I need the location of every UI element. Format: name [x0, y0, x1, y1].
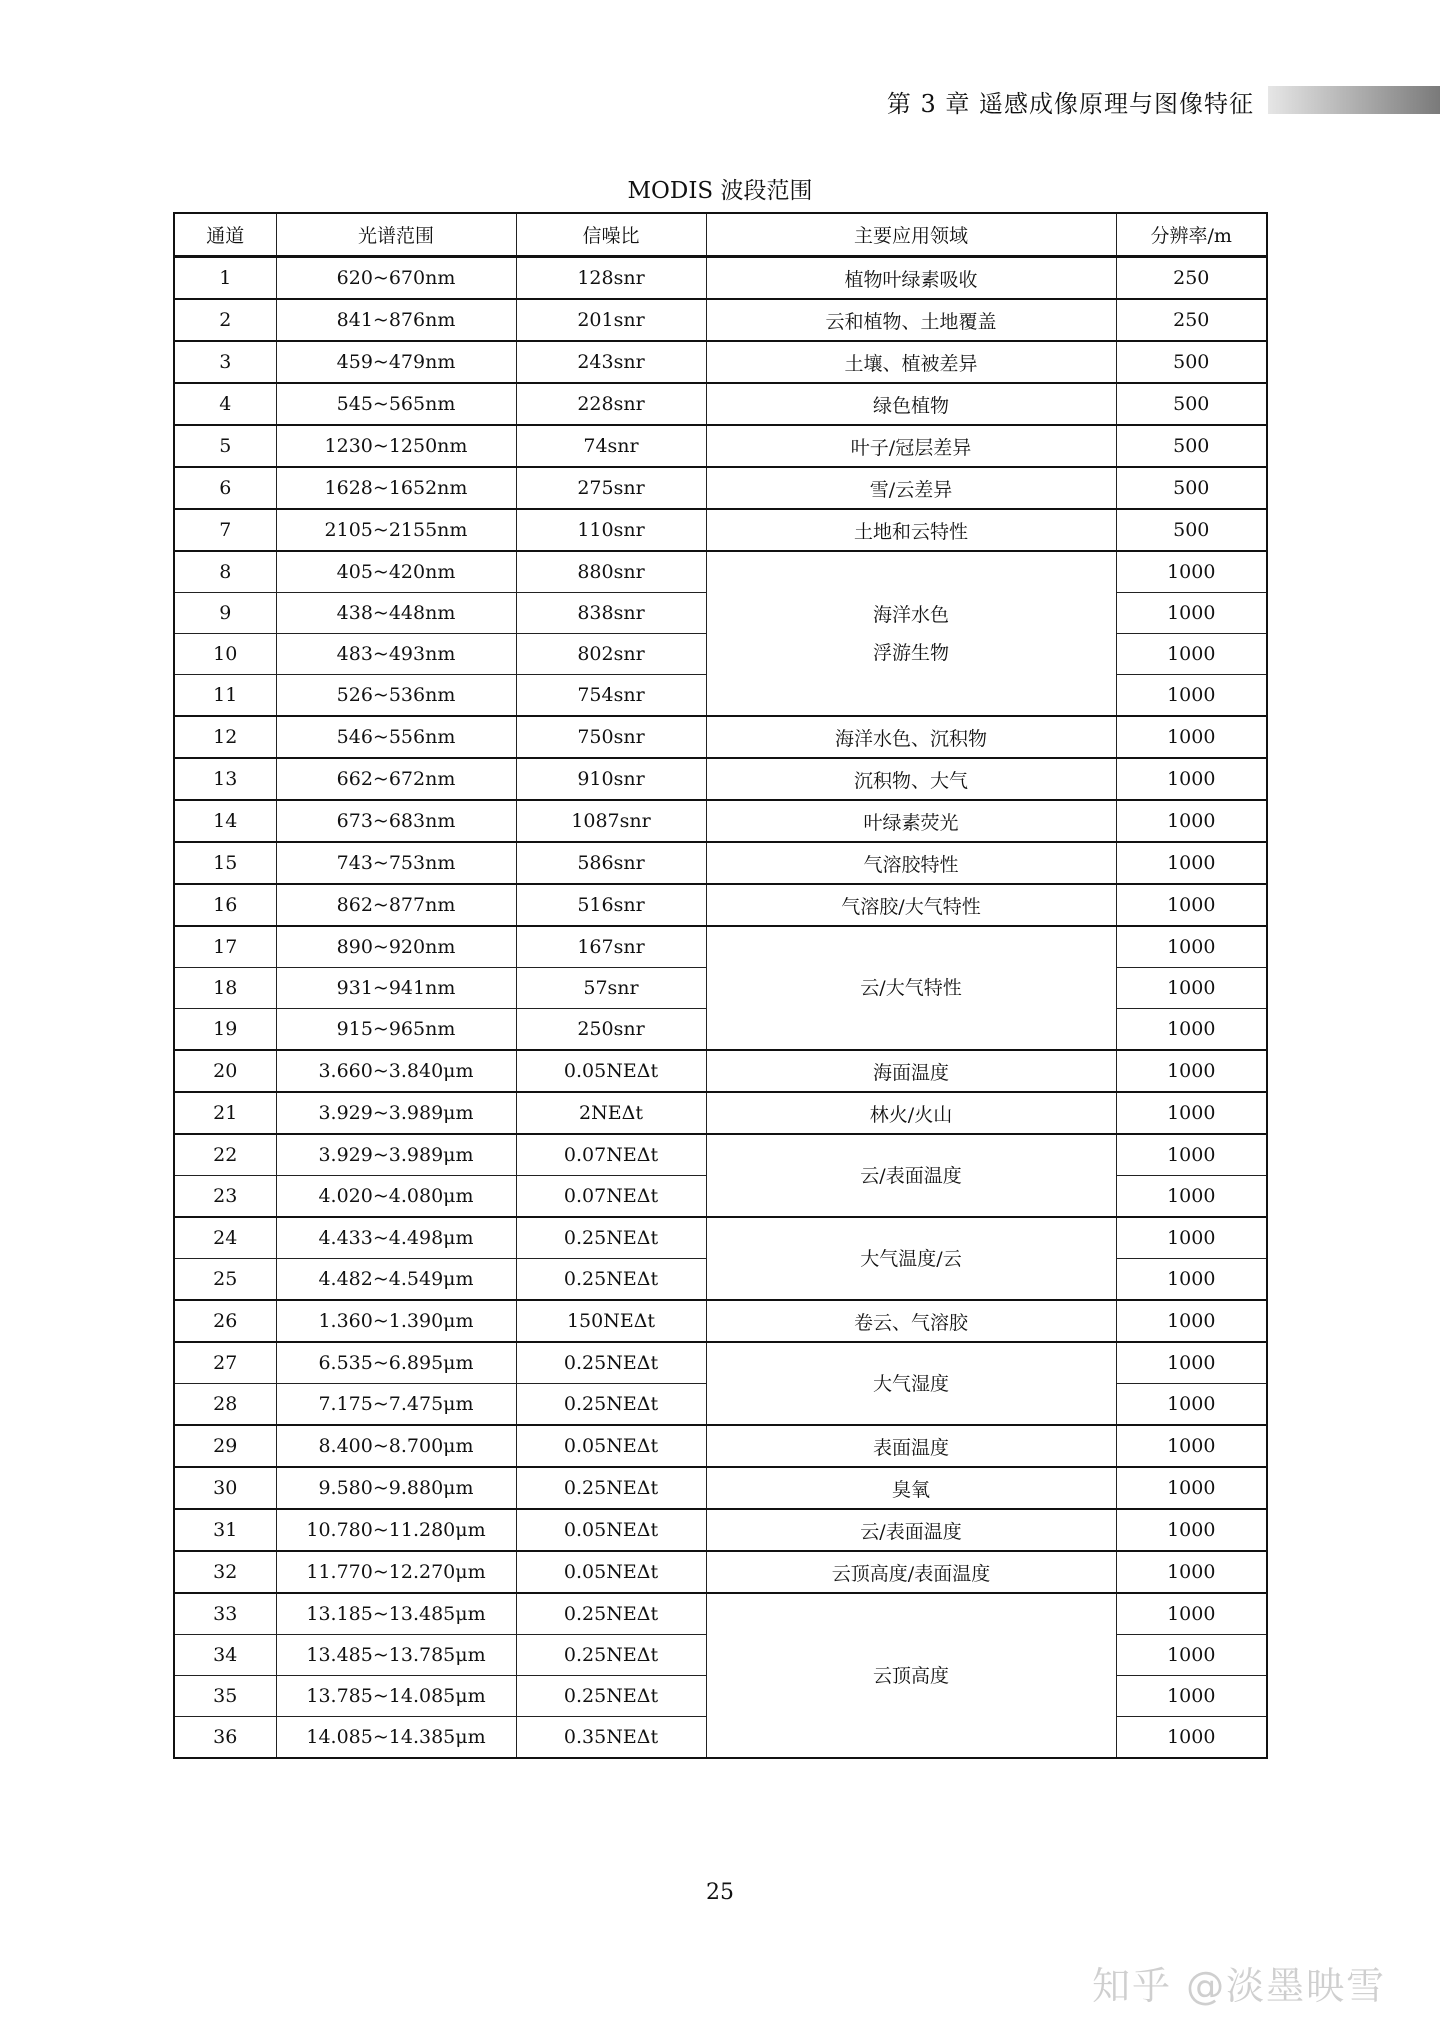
resolution-cell: 1000 — [1116, 968, 1267, 1009]
channel-cell: 23 — [174, 1176, 276, 1218]
snr-cell: 0.25NEΔt — [516, 1635, 706, 1676]
resolution-cell: 1000 — [1116, 634, 1267, 675]
application-cell: 土壤、植被差异 — [706, 341, 1116, 383]
channel-cell: 33 — [174, 1593, 276, 1635]
resolution-cell: 1000 — [1116, 1467, 1267, 1509]
snr-cell: 0.07NEΔt — [516, 1134, 706, 1176]
spectral-range-cell: 3.660~3.840μm — [276, 1050, 516, 1092]
spectral-range-cell: 459~479nm — [276, 341, 516, 383]
table-row — [174, 716, 1267, 758]
application-cell: 植物叶绿素吸收 — [706, 257, 1116, 300]
snr-cell: 243snr — [516, 341, 706, 383]
application-cell: 海洋水色、沉积物 — [706, 716, 1116, 758]
channel-cell: 7 — [174, 509, 276, 551]
spectral-range-cell: 743~753nm — [276, 842, 516, 884]
channel-cell: 20 — [174, 1050, 276, 1092]
snr-cell: 0.05NEΔt — [516, 1551, 706, 1593]
application-cell: 卷云、气溶胶 — [706, 1300, 1116, 1342]
spectral-range-cell: 3.929~3.989μm — [276, 1092, 516, 1134]
snr-cell: 0.25NEΔt — [516, 1342, 706, 1384]
channel-cell: 31 — [174, 1509, 276, 1551]
spectral-range-cell: 841~876nm — [276, 299, 516, 341]
channel-cell: 22 — [174, 1134, 276, 1176]
table-row — [174, 1134, 1267, 1176]
spectral-range-cell: 3.929~3.989μm — [276, 1134, 516, 1176]
table-row — [174, 509, 1267, 551]
channel-cell: 35 — [174, 1676, 276, 1717]
snr-cell: 516snr — [516, 884, 706, 926]
spectral-range-cell: 545~565nm — [276, 383, 516, 425]
spectral-range-cell: 915~965nm — [276, 1009, 516, 1051]
resolution-cell: 1000 — [1116, 1300, 1267, 1342]
resolution-cell: 1000 — [1116, 842, 1267, 884]
snr-cell: 0.35NEΔt — [516, 1717, 706, 1759]
spectral-range-cell: 483~493nm — [276, 634, 516, 675]
column-header: 通道 — [174, 213, 276, 257]
channel-cell: 24 — [174, 1217, 276, 1259]
spectral-range-cell: 4.020~4.080μm — [276, 1176, 516, 1218]
resolution-cell: 500 — [1116, 509, 1267, 551]
table-row — [174, 299, 1267, 341]
spectral-range-cell: 2105~2155nm — [276, 509, 516, 551]
spectral-range-cell: 4.482~4.549μm — [276, 1259, 516, 1301]
table-row — [174, 1342, 1267, 1384]
page-number: 25 — [706, 1880, 734, 1905]
snr-cell: 201snr — [516, 299, 706, 341]
watermark: 知乎 @淡墨映雪 — [1092, 1964, 1387, 2008]
application-cell: 臭氧 — [706, 1467, 1116, 1509]
resolution-cell: 1000 — [1116, 800, 1267, 842]
spectral-range-cell: 6.535~6.895μm — [276, 1342, 516, 1384]
spectral-range-cell: 13.185~13.485μm — [276, 1593, 516, 1635]
channel-cell: 18 — [174, 968, 276, 1009]
resolution-cell: 1000 — [1116, 1134, 1267, 1176]
application-cell: 云/大气特性 — [706, 926, 1116, 1050]
spectral-range-cell: 7.175~7.475μm — [276, 1384, 516, 1426]
application-cell: 土地和云特性 — [706, 509, 1116, 551]
resolution-cell: 1000 — [1116, 1676, 1267, 1717]
resolution-cell: 1000 — [1116, 884, 1267, 926]
chapter-header: 第 3 章 遥感成像原理与图像特征 — [886, 90, 1254, 118]
table-row — [174, 1300, 1267, 1342]
resolution-cell: 1000 — [1116, 675, 1267, 717]
application-cell: 云/表面温度 — [706, 1509, 1116, 1551]
column-header: 光谱范围 — [276, 213, 516, 257]
snr-cell: 150NEΔt — [516, 1300, 706, 1342]
channel-cell: 30 — [174, 1467, 276, 1509]
table-row — [174, 257, 1267, 300]
resolution-cell: 1000 — [1116, 593, 1267, 634]
resolution-cell: 250 — [1116, 299, 1267, 341]
table-title: MODIS 波段范围 — [627, 178, 813, 204]
spectral-range-cell: 13.785~14.085μm — [276, 1676, 516, 1717]
snr-cell: 0.05NEΔt — [516, 1509, 706, 1551]
channel-cell: 4 — [174, 383, 276, 425]
spectral-range-cell: 620~670nm — [276, 257, 516, 300]
resolution-cell: 1000 — [1116, 926, 1267, 968]
snr-cell: 0.25NEΔt — [516, 1384, 706, 1426]
channel-cell: 28 — [174, 1384, 276, 1426]
snr-cell: 802snr — [516, 634, 706, 675]
spectral-range-cell: 13.485~13.785μm — [276, 1635, 516, 1676]
application-cell: 海洋水色 浮游生物 — [706, 551, 1116, 716]
application-cell: 绿色植物 — [706, 383, 1116, 425]
spectral-range-cell: 14.085~14.385μm — [276, 1717, 516, 1759]
table-row — [174, 341, 1267, 383]
resolution-cell: 1000 — [1116, 1425, 1267, 1467]
snr-cell: 57snr — [516, 968, 706, 1009]
application-cell: 云顶高度/表面温度 — [706, 1551, 1116, 1593]
resolution-cell: 500 — [1116, 425, 1267, 467]
table-row — [174, 467, 1267, 509]
spectral-range-cell: 8.400~8.700μm — [276, 1425, 516, 1467]
application-cell: 云顶高度 — [706, 1593, 1116, 1758]
header-gradient-bar — [1268, 86, 1440, 114]
snr-cell: 0.25NEΔt — [516, 1467, 706, 1509]
table-row — [174, 1050, 1267, 1092]
application-cell: 大气温度/云 — [706, 1217, 1116, 1300]
snr-cell: 0.07NEΔt — [516, 1176, 706, 1218]
channel-cell: 10 — [174, 634, 276, 675]
spectral-range-cell: 1628~1652nm — [276, 467, 516, 509]
snr-cell: 167snr — [516, 926, 706, 968]
snr-cell: 586snr — [516, 842, 706, 884]
application-cell: 云和植物、土地覆盖 — [706, 299, 1116, 341]
table-row — [174, 1593, 1267, 1635]
table-row — [174, 1467, 1267, 1509]
channel-cell: 25 — [174, 1259, 276, 1301]
channel-cell: 19 — [174, 1009, 276, 1051]
channel-cell: 12 — [174, 716, 276, 758]
resolution-cell: 500 — [1116, 341, 1267, 383]
spectral-range-cell: 11.770~12.270μm — [276, 1551, 516, 1593]
snr-cell: 110snr — [516, 509, 706, 551]
table-row — [174, 884, 1267, 926]
resolution-cell: 1000 — [1116, 1050, 1267, 1092]
spectral-range-cell: 9.580~9.880μm — [276, 1467, 516, 1509]
table-row — [174, 383, 1267, 425]
spectral-range-cell: 1230~1250nm — [276, 425, 516, 467]
table-row — [174, 800, 1267, 842]
snr-cell: 754snr — [516, 675, 706, 717]
application-cell: 气溶胶/大气特性 — [706, 884, 1116, 926]
channel-cell: 29 — [174, 1425, 276, 1467]
channel-cell: 36 — [174, 1717, 276, 1759]
channel-cell: 9 — [174, 593, 276, 634]
table-row — [174, 425, 1267, 467]
table-row — [174, 551, 1267, 593]
table-row — [174, 842, 1267, 884]
channel-cell: 17 — [174, 926, 276, 968]
resolution-cell: 1000 — [1116, 1217, 1267, 1259]
resolution-cell: 500 — [1116, 383, 1267, 425]
snr-cell: 128snr — [516, 257, 706, 300]
channel-cell: 3 — [174, 341, 276, 383]
application-cell: 雪/云差异 — [706, 467, 1116, 509]
spectral-range-cell: 526~536nm — [276, 675, 516, 717]
application-cell: 叶子/冠层差异 — [706, 425, 1116, 467]
resolution-cell: 1000 — [1116, 1509, 1267, 1551]
channel-cell: 5 — [174, 425, 276, 467]
resolution-cell: 1000 — [1116, 1092, 1267, 1134]
modis-band-table — [173, 212, 1268, 1759]
snr-cell: 838snr — [516, 593, 706, 634]
spectral-range-cell: 546~556nm — [276, 716, 516, 758]
resolution-cell: 1000 — [1116, 1384, 1267, 1426]
channel-cell: 8 — [174, 551, 276, 593]
application-cell: 林火/火山 — [706, 1092, 1116, 1134]
snr-cell: 250snr — [516, 1009, 706, 1051]
application-cell: 表面温度 — [706, 1425, 1116, 1467]
resolution-cell: 1000 — [1116, 1259, 1267, 1301]
snr-cell: 74snr — [516, 425, 706, 467]
application-cell: 沉积物、大气 — [706, 758, 1116, 800]
snr-cell: 228snr — [516, 383, 706, 425]
application-cell: 海面温度 — [706, 1050, 1116, 1092]
spectral-range-cell: 1.360~1.390μm — [276, 1300, 516, 1342]
spectral-range-cell: 890~920nm — [276, 926, 516, 968]
spectral-range-cell: 662~672nm — [276, 758, 516, 800]
spectral-range-cell: 405~420nm — [276, 551, 516, 593]
column-header: 分辨率/m — [1116, 213, 1267, 257]
table-row — [174, 1509, 1267, 1551]
snr-cell: 2NEΔt — [516, 1092, 706, 1134]
snr-cell: 910snr — [516, 758, 706, 800]
table-row — [174, 926, 1267, 968]
spectral-range-cell: 673~683nm — [276, 800, 516, 842]
channel-cell: 13 — [174, 758, 276, 800]
channel-cell: 1 — [174, 257, 276, 300]
resolution-cell: 1000 — [1116, 716, 1267, 758]
application-cell: 云/表面温度 — [706, 1134, 1116, 1217]
spectral-range-cell: 438~448nm — [276, 593, 516, 634]
channel-cell: 11 — [174, 675, 276, 717]
channel-cell: 32 — [174, 1551, 276, 1593]
spectral-range-cell: 931~941nm — [276, 968, 516, 1009]
resolution-cell: 1000 — [1116, 1551, 1267, 1593]
snr-cell: 275snr — [516, 467, 706, 509]
channel-cell: 6 — [174, 467, 276, 509]
snr-cell: 0.05NEΔt — [516, 1050, 706, 1092]
application-cell: 大气湿度 — [706, 1342, 1116, 1425]
resolution-cell: 1000 — [1116, 1176, 1267, 1218]
column-header: 主要应用领域 — [706, 213, 1116, 257]
snr-cell: 750snr — [516, 716, 706, 758]
resolution-cell: 500 — [1116, 467, 1267, 509]
table-header-row — [174, 213, 1267, 257]
resolution-cell: 1000 — [1116, 758, 1267, 800]
snr-cell: 880snr — [516, 551, 706, 593]
resolution-cell: 1000 — [1116, 1009, 1267, 1051]
snr-cell: 1087snr — [516, 800, 706, 842]
spectral-range-cell: 862~877nm — [276, 884, 516, 926]
channel-cell: 16 — [174, 884, 276, 926]
resolution-cell: 1000 — [1116, 1593, 1267, 1635]
table-row — [174, 758, 1267, 800]
snr-cell: 0.25NEΔt — [516, 1676, 706, 1717]
table-row — [174, 1092, 1267, 1134]
channel-cell: 15 — [174, 842, 276, 884]
channel-cell: 21 — [174, 1092, 276, 1134]
snr-cell: 0.25NEΔt — [516, 1259, 706, 1301]
resolution-cell: 1000 — [1116, 1635, 1267, 1676]
resolution-cell: 1000 — [1116, 1342, 1267, 1384]
snr-cell: 0.25NEΔt — [516, 1593, 706, 1635]
table-row — [174, 1217, 1267, 1259]
channel-cell: 27 — [174, 1342, 276, 1384]
resolution-cell: 250 — [1116, 257, 1267, 300]
application-cell: 气溶胶特性 — [706, 842, 1116, 884]
channel-cell: 26 — [174, 1300, 276, 1342]
channel-cell: 14 — [174, 800, 276, 842]
column-header: 信噪比 — [516, 213, 706, 257]
snr-cell: 0.25NEΔt — [516, 1217, 706, 1259]
application-cell: 叶绿素荧光 — [706, 800, 1116, 842]
channel-cell: 34 — [174, 1635, 276, 1676]
table-row — [174, 1425, 1267, 1467]
resolution-cell: 1000 — [1116, 551, 1267, 593]
spectral-range-cell: 4.433~4.498μm — [276, 1217, 516, 1259]
table-row — [174, 1551, 1267, 1593]
resolution-cell: 1000 — [1116, 1717, 1267, 1759]
snr-cell: 0.05NEΔt — [516, 1425, 706, 1467]
spectral-range-cell: 10.780~11.280μm — [276, 1509, 516, 1551]
channel-cell: 2 — [174, 299, 276, 341]
